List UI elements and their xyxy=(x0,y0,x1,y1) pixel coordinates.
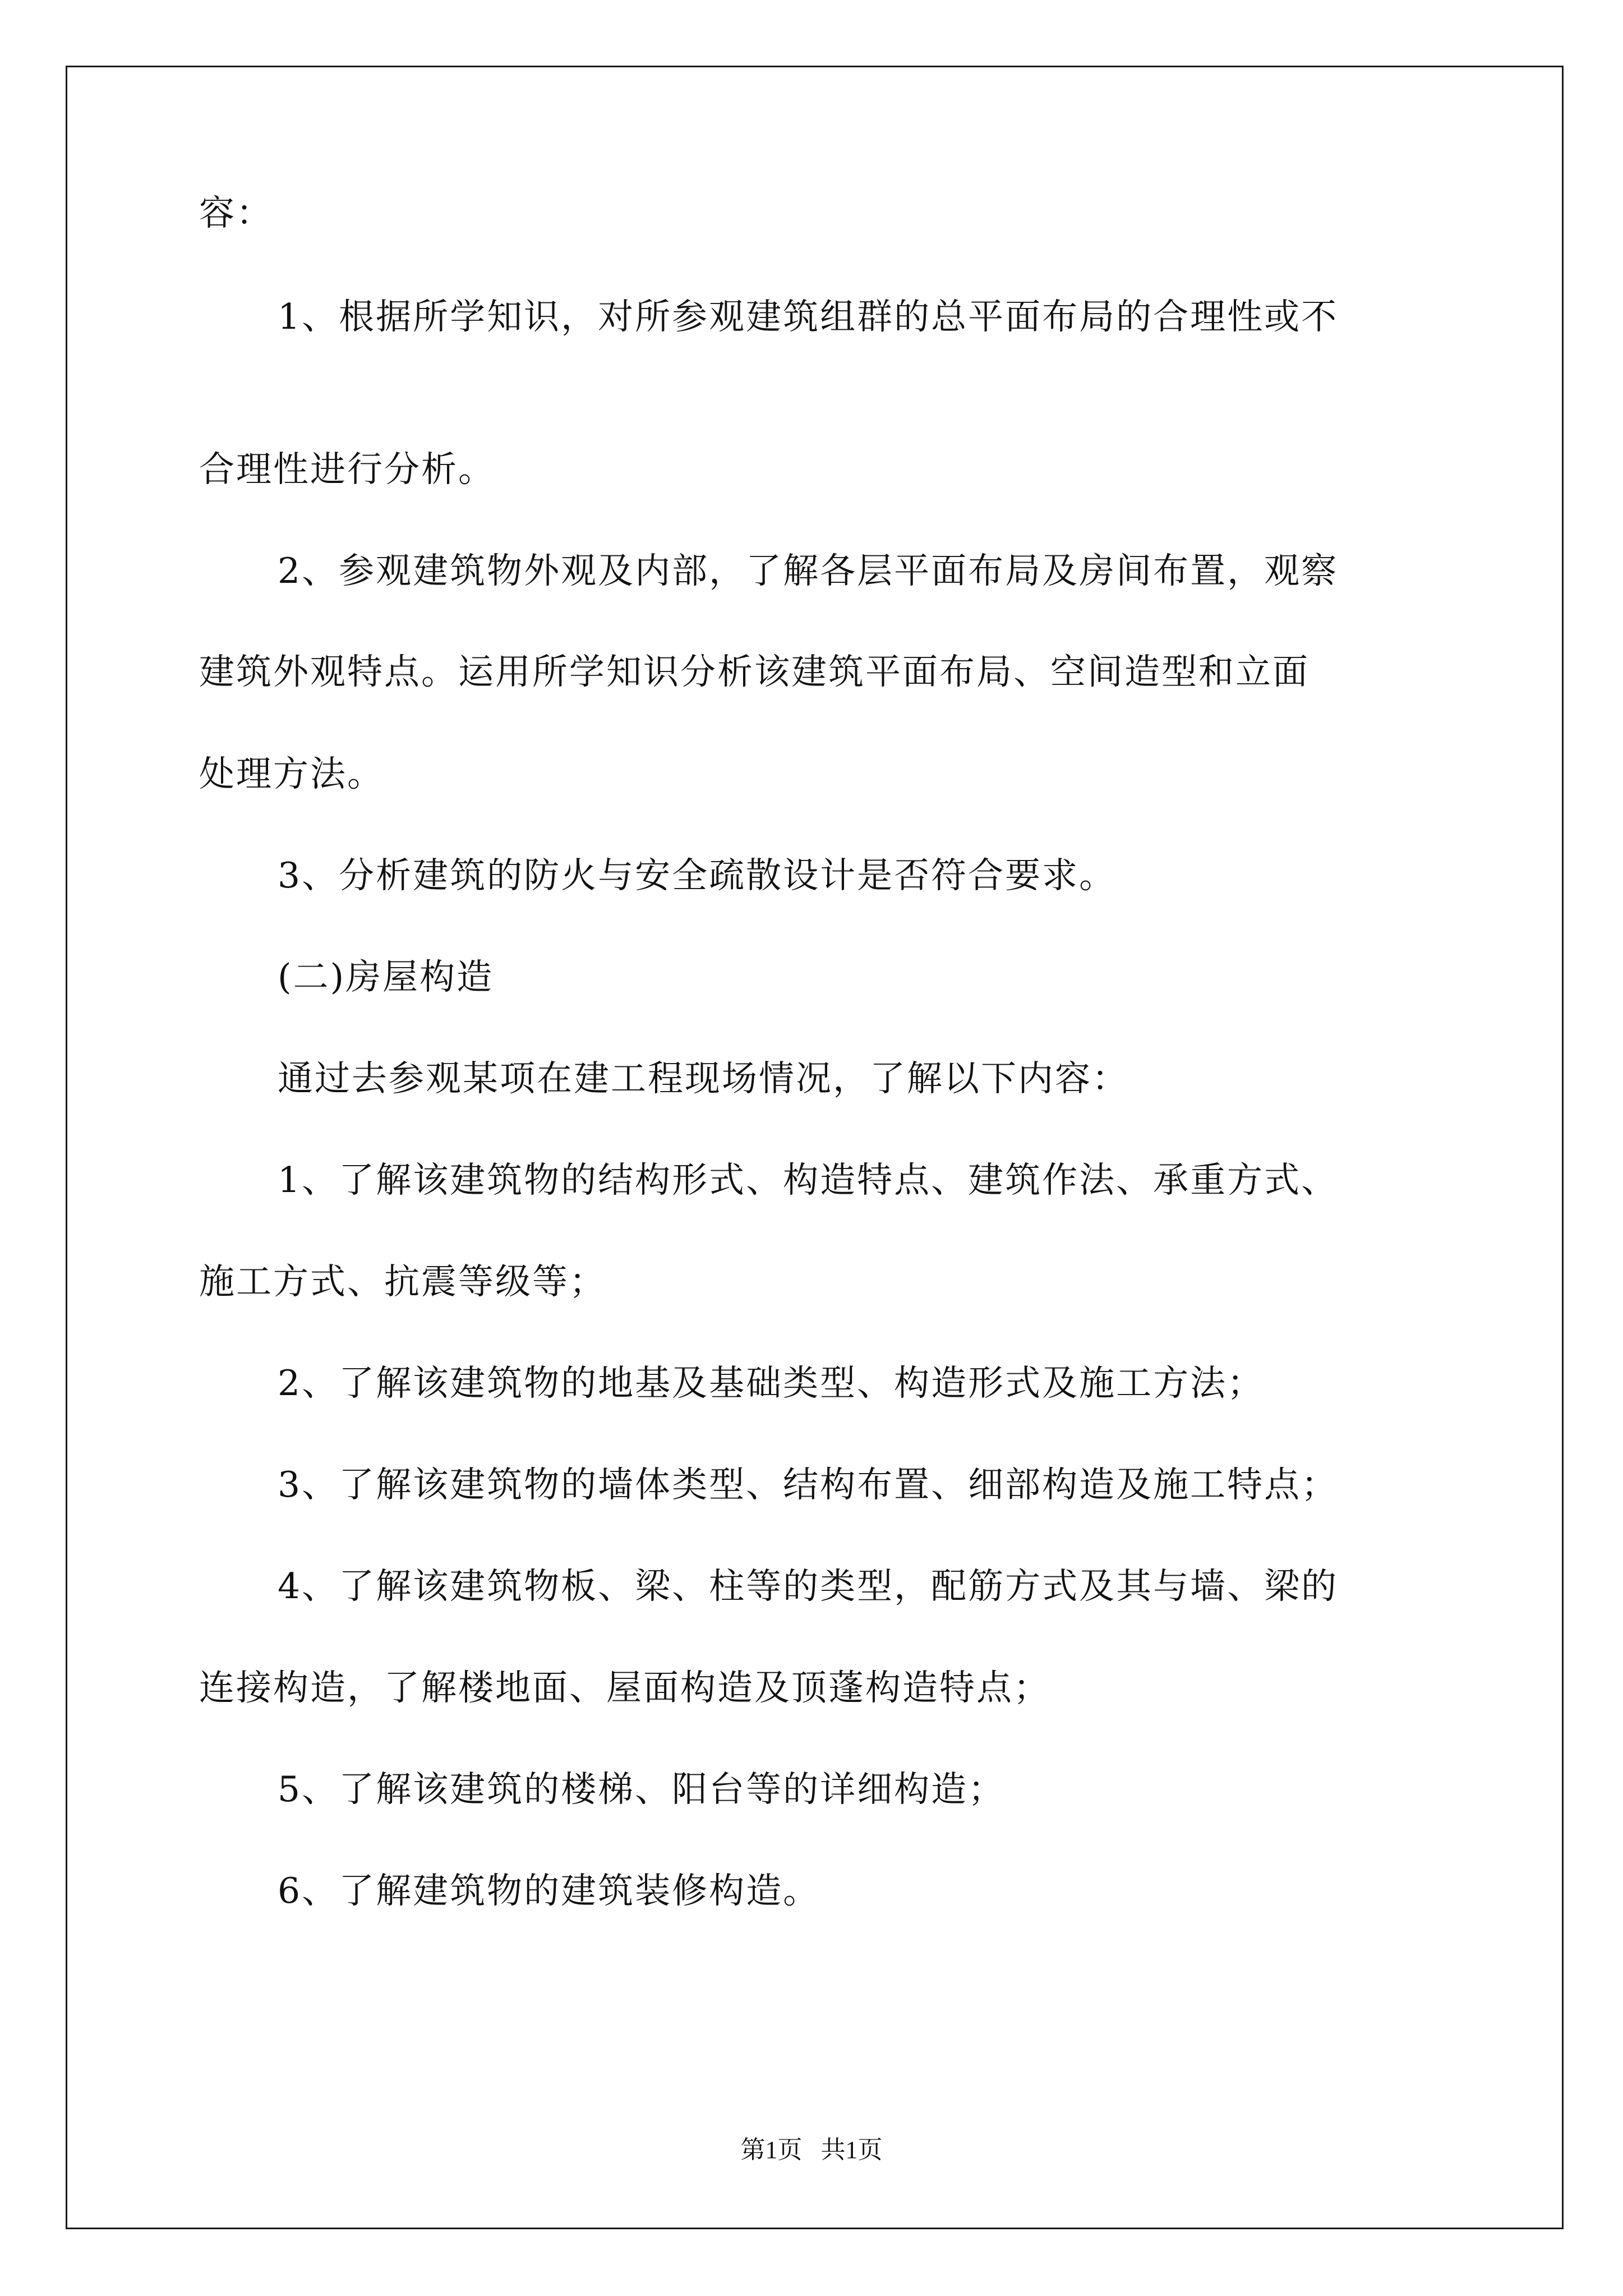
text-line: 连接构造，了解楼地面、屋面构造及顶蓬构造特点； xyxy=(199,1667,1050,1708)
text-line: 处理方法。 xyxy=(199,753,384,794)
text-line: 合理性进行分析。 xyxy=(199,449,495,490)
text-line: 4、了解该建筑物板、梁、柱等的类型，配筋方式及其与墙、梁的 xyxy=(278,1566,1339,1607)
text-line: 1、了解该建筑物的结构形式、构造特点、建筑作法、承重方式、 xyxy=(278,1159,1339,1200)
text-line: 施工方式、抗震等级等； xyxy=(199,1261,606,1302)
text-line: 容： xyxy=(199,192,273,233)
text-line: 1、根据所学知识，对所参观建筑组群的总平面布局的合理性或不 xyxy=(278,296,1339,337)
text-line: 建筑外观特点。运用所学知识分析该建筑平面布局、空间造型和立面 xyxy=(199,651,1310,692)
section-heading: (二)房屋构造 xyxy=(278,956,494,997)
text-line: 3、分析建筑的防火与安全疏散设计是否符合要求。 xyxy=(278,855,1117,896)
text-line: 3、了解该建筑物的墙体类型、结构布置、细部构造及施工特点； xyxy=(278,1464,1339,1505)
text-line: 2、参观建筑物外观及内部，了解各层平面布局及房间布置，观察 xyxy=(278,550,1339,591)
text-line: 6、了解建筑物的建筑装修构造。 xyxy=(278,1870,820,1911)
text-line: 2、了解该建筑物的地基及基础类型、构造形式及施工方法； xyxy=(278,1363,1265,1404)
page-number: 第1页 共1页 xyxy=(740,2136,883,2164)
text-line: 5、了解该建筑的楼梯、阳台等的详细构造； xyxy=(278,1769,1006,1810)
text-line: 通过去参观某项在建工程现场情况，了解以下内容： xyxy=(278,1058,1129,1099)
